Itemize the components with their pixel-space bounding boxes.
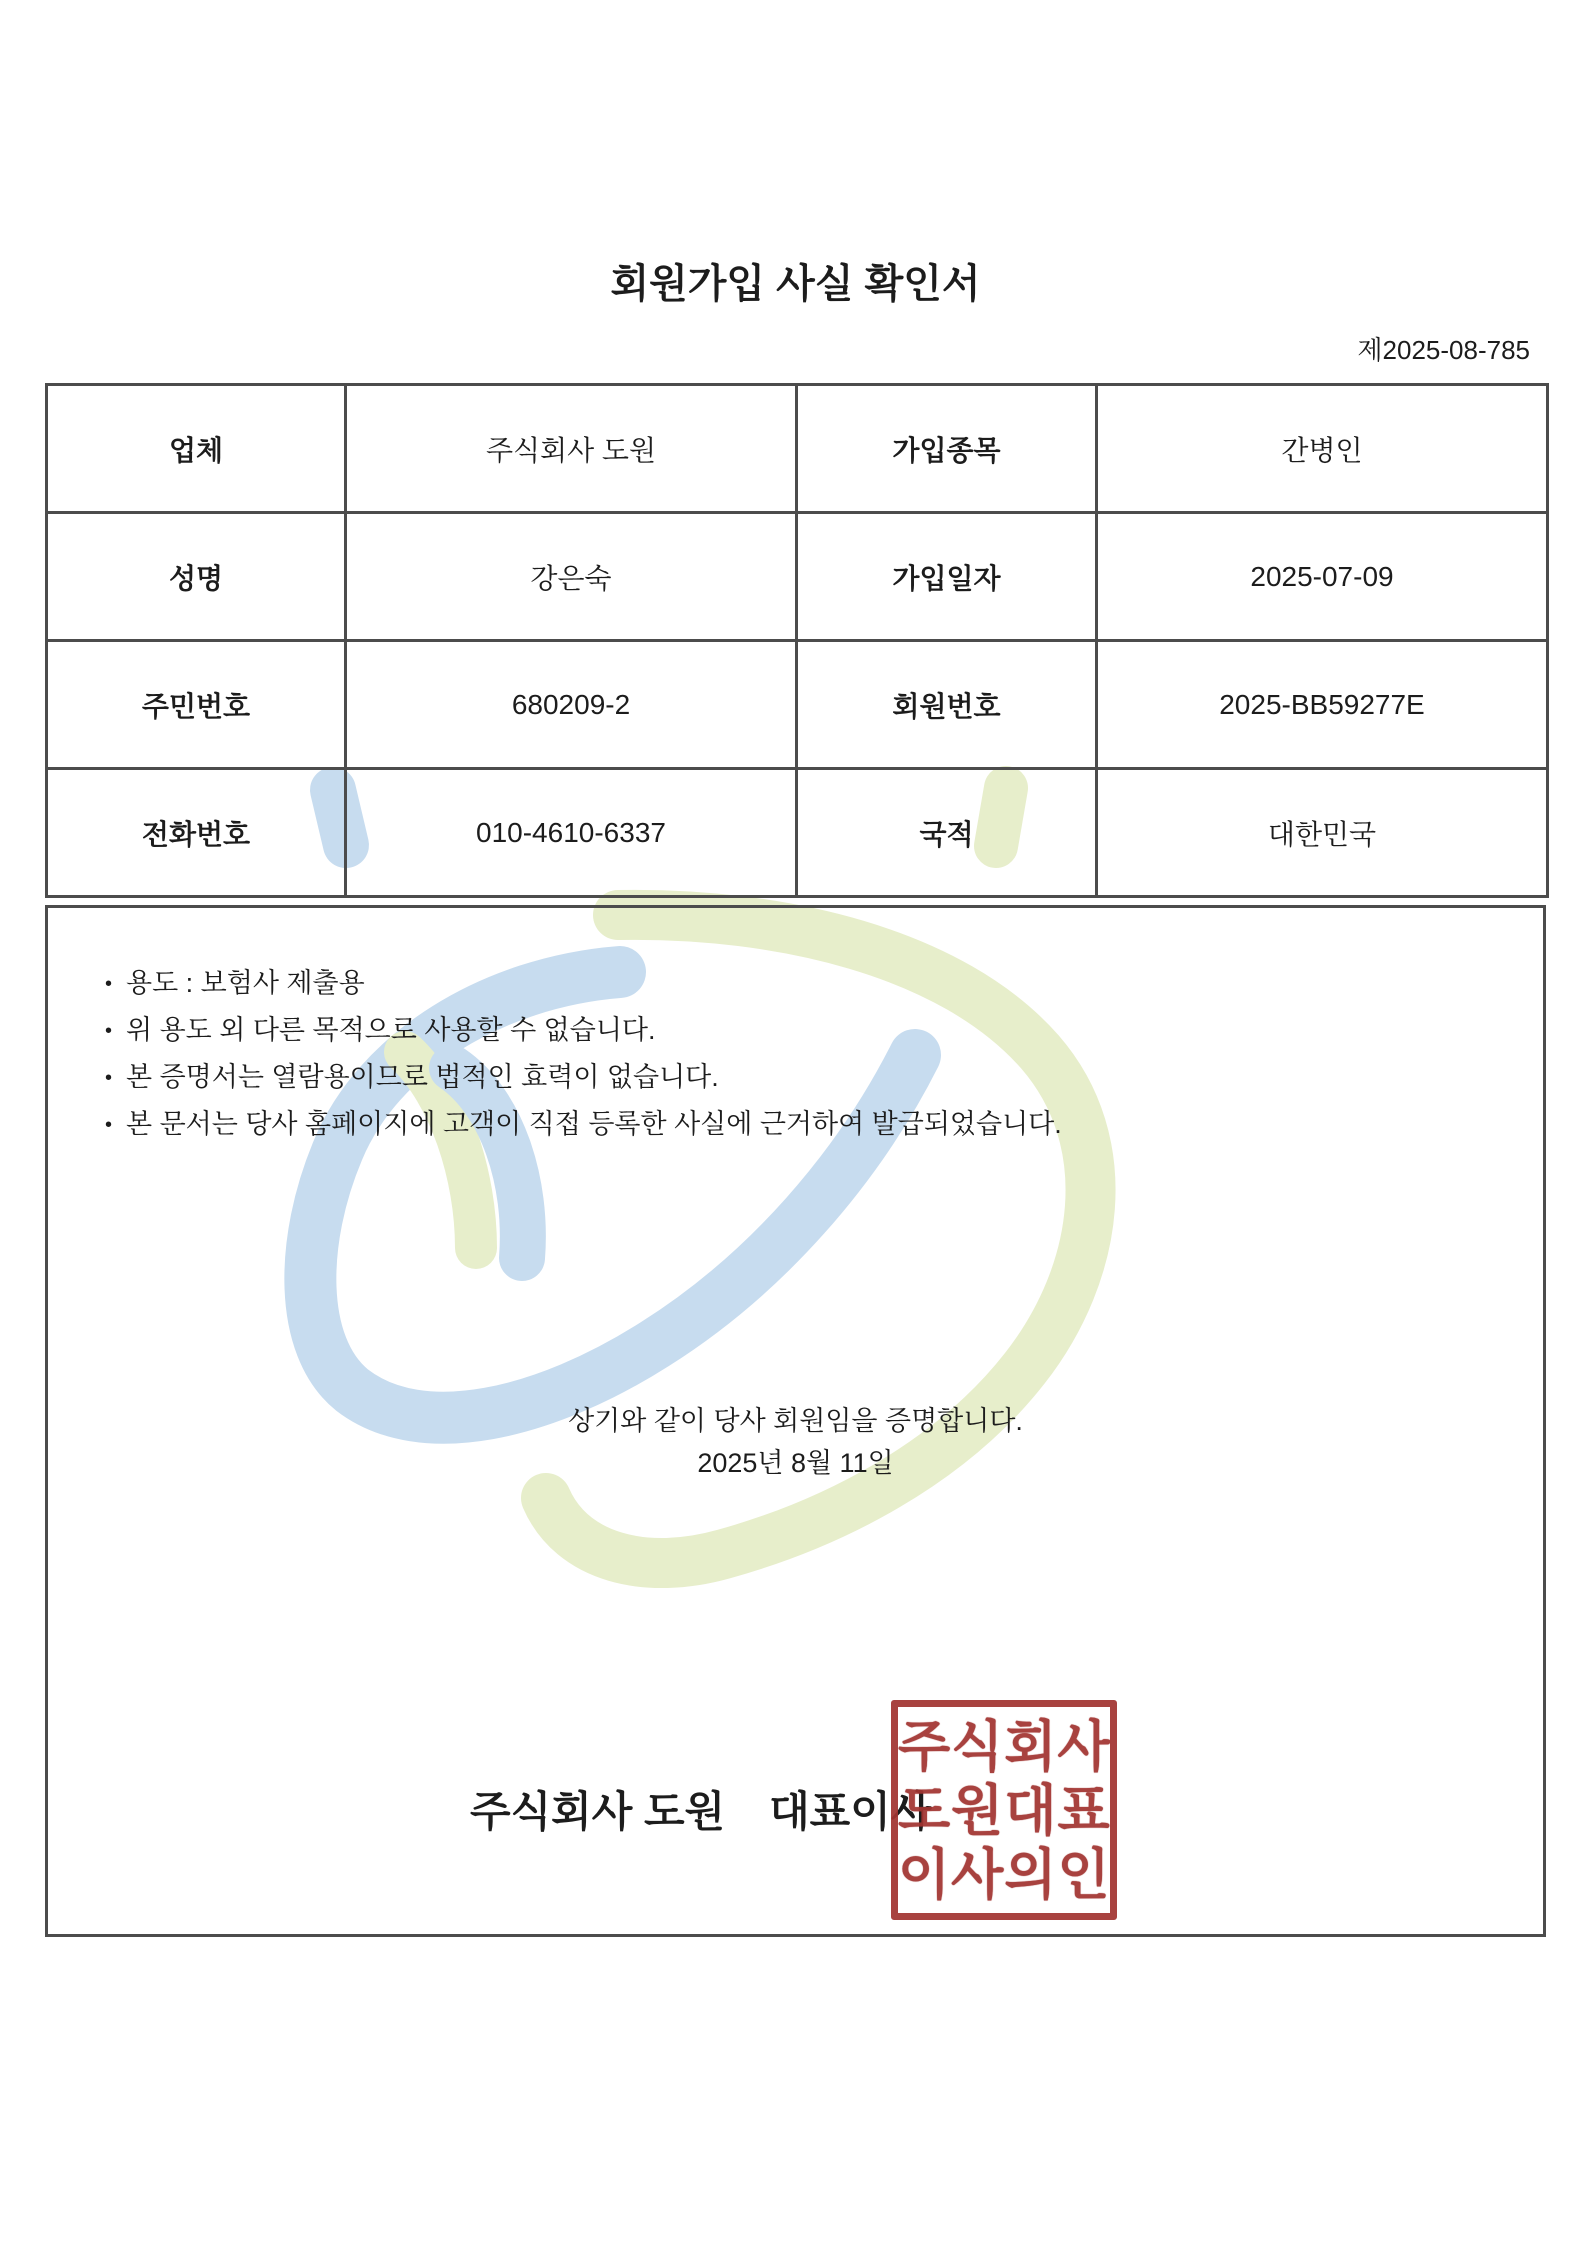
note-item <box>105 1101 1062 1148</box>
cell-label-category: 가입종목 <box>797 385 1097 513</box>
issue-date: 2025년 8월 11일 <box>697 1448 894 1478</box>
bullet-icon: • <box>105 1114 113 1136</box>
cell-label-member-no: 회원번호 <box>797 641 1097 769</box>
note-item <box>105 960 1062 1007</box>
seal-row: 도원대표 <box>898 1780 1111 1842</box>
note-text: 위 용도 외 다른 목적으로 사용할 수 없습니다. <box>126 1015 656 1045</box>
page-title: 회원가입 사실 확인서 <box>610 262 981 306</box>
cell-value-nationality: 대한민국 <box>1097 769 1548 897</box>
cell-label-name: 성명 <box>47 513 346 641</box>
cell-label-nationality: 국적 <box>797 769 1097 897</box>
ceo-title: 대표이사 <box>769 1788 932 1835</box>
bullet-icon: • <box>105 1067 113 1089</box>
table-row <box>47 513 1548 641</box>
seal-row: 이사의인 <box>898 1844 1111 1906</box>
table-row <box>47 769 1548 897</box>
bullet-icon: • <box>105 973 113 995</box>
note-text: 본 증명서는 열람용이므로 법적인 효력이 없습니다. <box>126 1062 719 1092</box>
note-item <box>105 1054 1062 1101</box>
company-name: 주식회사 도원 <box>470 1788 726 1835</box>
cell-value-category: 간병인 <box>1097 385 1548 513</box>
cell-value-company: 주식회사 도원 <box>346 385 797 513</box>
table-row <box>47 641 1548 769</box>
note-text: 본 문서는 당사 홈페이지에 고객이 직접 등록한 사실에 근거하여 발급되었습니다. <box>126 1109 1062 1139</box>
cell-label-resident-no: 주민번호 <box>47 641 346 769</box>
cell-label-company: 업체 <box>47 385 346 513</box>
bullet-icon: • <box>105 1020 113 1042</box>
certification-statement: 상기와 같이 당사 회원임을 증명합니다. <box>568 1406 1023 1436</box>
member-info-table <box>45 383 1549 898</box>
notes-list <box>105 960 1062 1148</box>
cell-label-phone: 전화번호 <box>47 769 346 897</box>
certification-box <box>45 905 1546 1937</box>
corporate-seal <box>891 1700 1117 1920</box>
table-row <box>47 385 1548 513</box>
cell-value-phone: 010-4610-6337 <box>346 769 797 897</box>
note-item <box>105 1007 1062 1054</box>
cell-value-member-no: 2025-BB59277E <box>1097 641 1548 769</box>
document-number: 제2025-08-785 <box>1357 335 1530 365</box>
cell-value-join-date: 2025-07-09 <box>1097 513 1548 641</box>
seal-row: 주식회사 <box>898 1716 1111 1778</box>
cell-label-join-date: 가입일자 <box>797 513 1097 641</box>
note-text: 용도 : 보험사 제출용 <box>126 968 365 998</box>
cell-value-resident-no: 680209-2 <box>346 641 797 769</box>
cell-value-name: 강은숙 <box>346 513 797 641</box>
company-signature-line <box>470 1789 931 1835</box>
